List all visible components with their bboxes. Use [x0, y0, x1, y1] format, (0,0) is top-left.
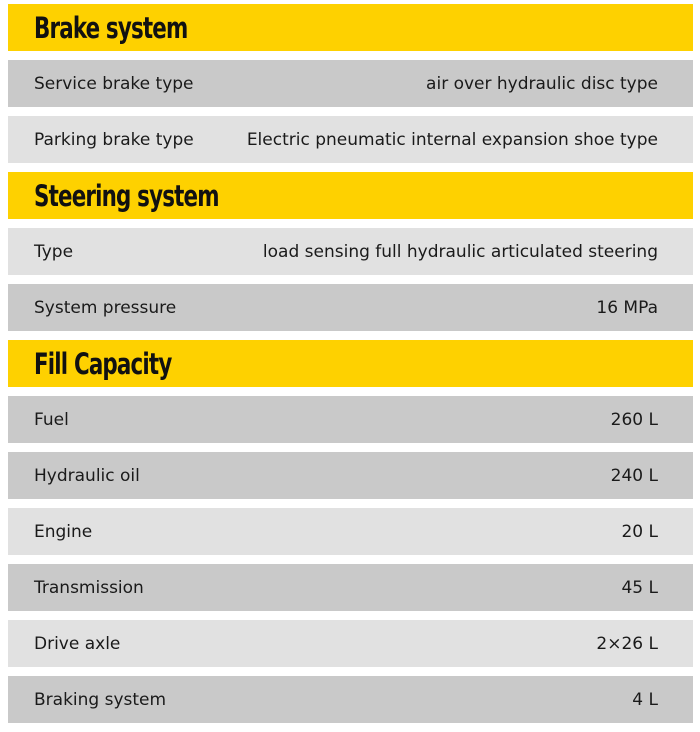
spec-label: Braking system: [34, 689, 167, 710]
spec-row-drive-axle: [8, 620, 693, 667]
spec-value: air over hydraulic disc type: [426, 73, 658, 94]
spec-label: Service brake type: [34, 73, 194, 94]
spec-label: Transmission: [34, 577, 144, 598]
spec-row-hydraulic-oil: [8, 452, 693, 499]
spec-value: Electric pneumatic internal expansion shoe type: [246, 129, 658, 150]
spec-row-steering-type: [8, 228, 693, 275]
spec-label: System pressure: [34, 297, 177, 318]
spec-value: 2×26 L: [596, 633, 658, 654]
spec-row-parking-brake-type: [8, 116, 693, 163]
spec-value: 4 L: [632, 689, 658, 710]
section-header-brake-system: [8, 4, 693, 51]
spec-value: 45 L: [621, 577, 658, 598]
spec-row-system-pressure: [8, 284, 693, 331]
spec-row-fuel: [8, 396, 693, 443]
section-title: Fill Capacity: [34, 346, 172, 381]
spec-value: load sensing full hydraulic articulated steering: [262, 241, 658, 262]
spec-label: Fuel: [34, 409, 69, 430]
section-title: Steering system: [34, 178, 219, 213]
spec-label: Hydraulic oil: [34, 465, 140, 486]
spec-row-braking-system: [8, 676, 693, 723]
spec-value: 260 L: [610, 409, 658, 430]
spec-row-transmission: [8, 564, 693, 611]
section-title: Brake system: [34, 10, 188, 45]
spec-value: 20 L: [621, 521, 658, 542]
spec-label: Drive axle: [34, 633, 121, 654]
spec-row-engine: [8, 508, 693, 555]
spec-row-service-brake-type: [8, 60, 693, 107]
spec-label: Parking brake type: [34, 129, 194, 150]
spec-label: Type: [34, 241, 74, 262]
spec-sheet: [8, 4, 693, 732]
spec-label: Engine: [34, 521, 93, 542]
section-header-steering-system: [8, 172, 693, 219]
section-header-fill-capacity: [8, 340, 693, 387]
spec-value: 16 MPa: [596, 297, 658, 318]
spec-value: 240 L: [610, 465, 658, 486]
